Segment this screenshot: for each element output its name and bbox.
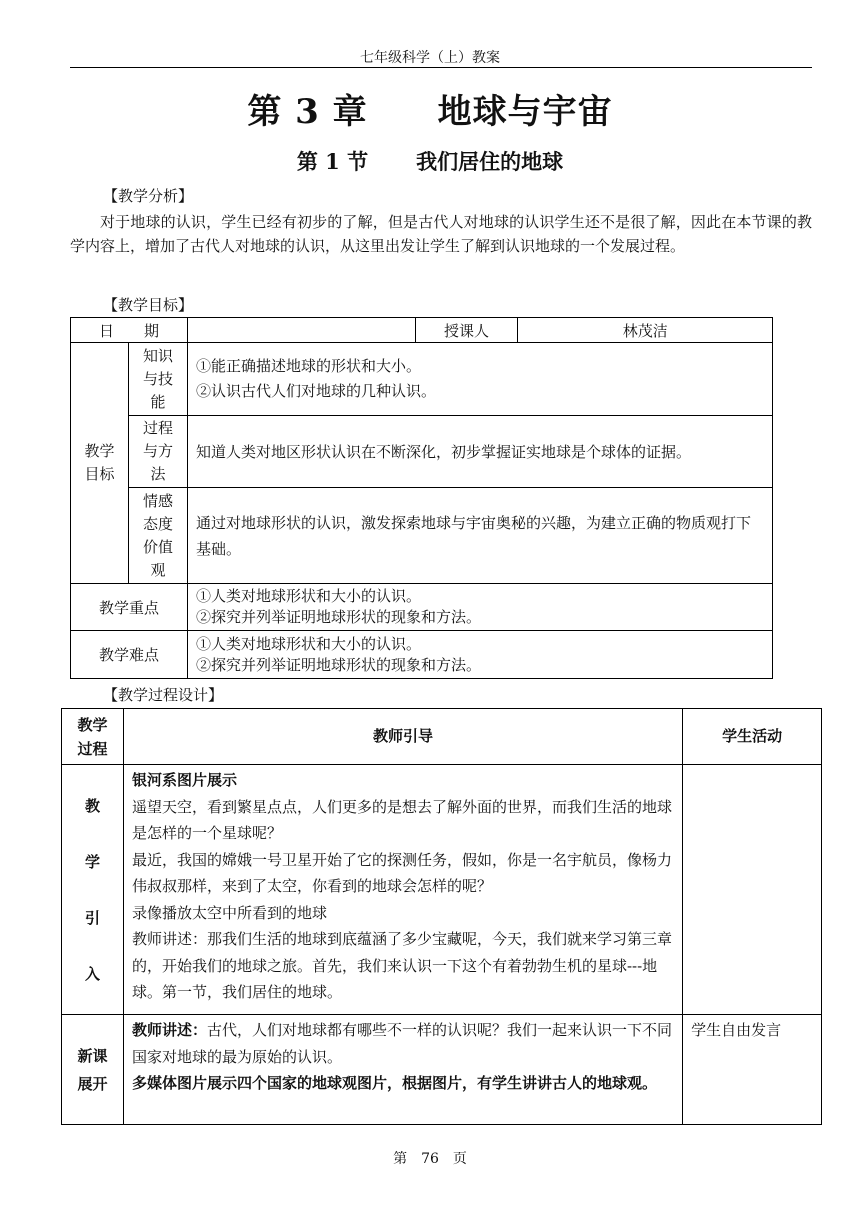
chapter-title: [0, 84, 860, 133]
goals-heading: 【教学目标】: [103, 296, 194, 314]
intro-bold-title: 银河系图片展示: [131, 771, 237, 789]
stage-intro-label: [62, 765, 124, 1015]
difficulty-label: 教学难点: [71, 631, 188, 679]
goal-label-attitude: [128, 488, 187, 584]
goals-group-text: 教学目标: [84, 442, 115, 483]
difficulty-content: [187, 631, 772, 679]
intro-paragraph: 录像播放太空中所看到的地球: [131, 903, 327, 922]
intro-paragraph: 最近，我国的嫦娥一号卫星开始了它的探测任务，假如，你是一名宇航员，像杨力伟叔叔那样，来到了太空，你看到的地球会怎样的呢？: [131, 850, 672, 895]
goal-label-text: 过程与方法: [142, 419, 173, 483]
goal-label-knowledge: [128, 343, 187, 416]
intro-paragraph: 教师讲述：那我们生活的地球到底蕴涵了多少宝藏呢，今天，我们就来学习第三章的，开始我们的地球之旅。首先，我们来认识一下这个有着勃勃生机的星球---地球。第一节，我们居住的地球。: [131, 930, 672, 1001]
stage-new-student: 学生自由发言: [683, 1015, 822, 1125]
stage-new-label: [62, 1015, 124, 1125]
goals-table: [70, 317, 773, 679]
section-number: 第 1 节: [296, 149, 369, 174]
goal-attitude-content: 通过对地球形状的认识，激发探索地球与宇宙奥秘的兴趣，为建立正确的物质观打下基础。: [187, 488, 772, 584]
teacher-name: 林茂洁: [518, 318, 773, 343]
date-value: [187, 318, 415, 343]
intro-paragraph: 遥望天空，看到繁星点点，人们更多的是想去了解外面的世界，而我们生活的地球是怎样的一个星球呢？: [131, 797, 672, 842]
goal-line: ②认识古代人们对地球的几种认识。: [195, 382, 436, 400]
section-name: 我们居住的地球: [416, 149, 564, 174]
stage-new-content: [123, 1015, 682, 1125]
goals-group-label: [71, 343, 129, 584]
goal-label-text: 知识与技能: [142, 346, 173, 411]
page-number: 第 76 页: [393, 1151, 467, 1167]
stage-intro-content: [123, 765, 682, 1015]
key-line: ①人类对地球形状和大小的认识。: [195, 587, 421, 605]
goal-knowledge-content: [187, 343, 772, 416]
col-teacher-header: 教师引导: [123, 709, 682, 765]
header-rule: [70, 67, 812, 68]
process-heading: 【教学过程设计】: [103, 686, 224, 704]
running-header: 七年级科学（上）教案: [360, 50, 500, 66]
goal-label-process: [128, 416, 187, 488]
analysis-paragraph: 对于地球的认识，学生已经有初步的了解，但是古代人对地球的认识学生还不是很了解，因此在本节课的教学内容上，增加了古代人对地球的认识，从这里出发让学生了解到认识地球的一个发展过程。: [70, 213, 812, 255]
chapter-name: 地球与宇宙: [437, 92, 613, 132]
difficulty-line: ②探究并列举证明地球形状的现象和方法。: [195, 655, 481, 674]
new-bold-paragraph: 多媒体图片展示四个国家的地球观图片，根据图片，有学生讲讲古人的地球观。: [131, 1074, 657, 1092]
key-points-content: [187, 584, 772, 631]
goal-process-content: 知道人类对地区形状认识在不断深化，初步掌握证实地球是个球体的证据。: [187, 416, 772, 488]
difficulty-line: ①人类对地球形状和大小的认识。: [195, 634, 421, 653]
new-lead-bold: 教师讲述：: [131, 1021, 207, 1039]
col-stage-text: 教学过程: [77, 715, 108, 758]
col-stage-header: [62, 709, 124, 765]
date-label: 日 期: [71, 318, 188, 343]
key-line: ②探究并列举证明地球形状的现象和方法。: [195, 608, 481, 626]
stage-intro-text: 教学引入: [84, 796, 100, 983]
chapter-number: 第 3 章: [247, 92, 368, 132]
teacher-label: 授课人: [415, 318, 518, 343]
goal-line: ①能正确描述地球的形状和大小。: [195, 357, 421, 375]
new-lead-paragraph: [132, 1017, 674, 1070]
new-lead-text: 古代，人们对地球都有哪些不一样的认识呢？我们一起来认识一下不同国家对地球的最为原始的认识。: [131, 1021, 672, 1066]
key-points-label: 教学重点: [71, 584, 188, 631]
stage-new-text: 新课展开: [77, 1046, 108, 1093]
analysis-heading: 【教学分析】: [103, 187, 194, 205]
stage-intro-student: [683, 765, 822, 1015]
process-table: [61, 708, 822, 1125]
section-title: [0, 146, 860, 176]
col-student-header: 学生活动: [683, 709, 822, 765]
goal-label-text: 情感态度价值观: [142, 491, 173, 579]
